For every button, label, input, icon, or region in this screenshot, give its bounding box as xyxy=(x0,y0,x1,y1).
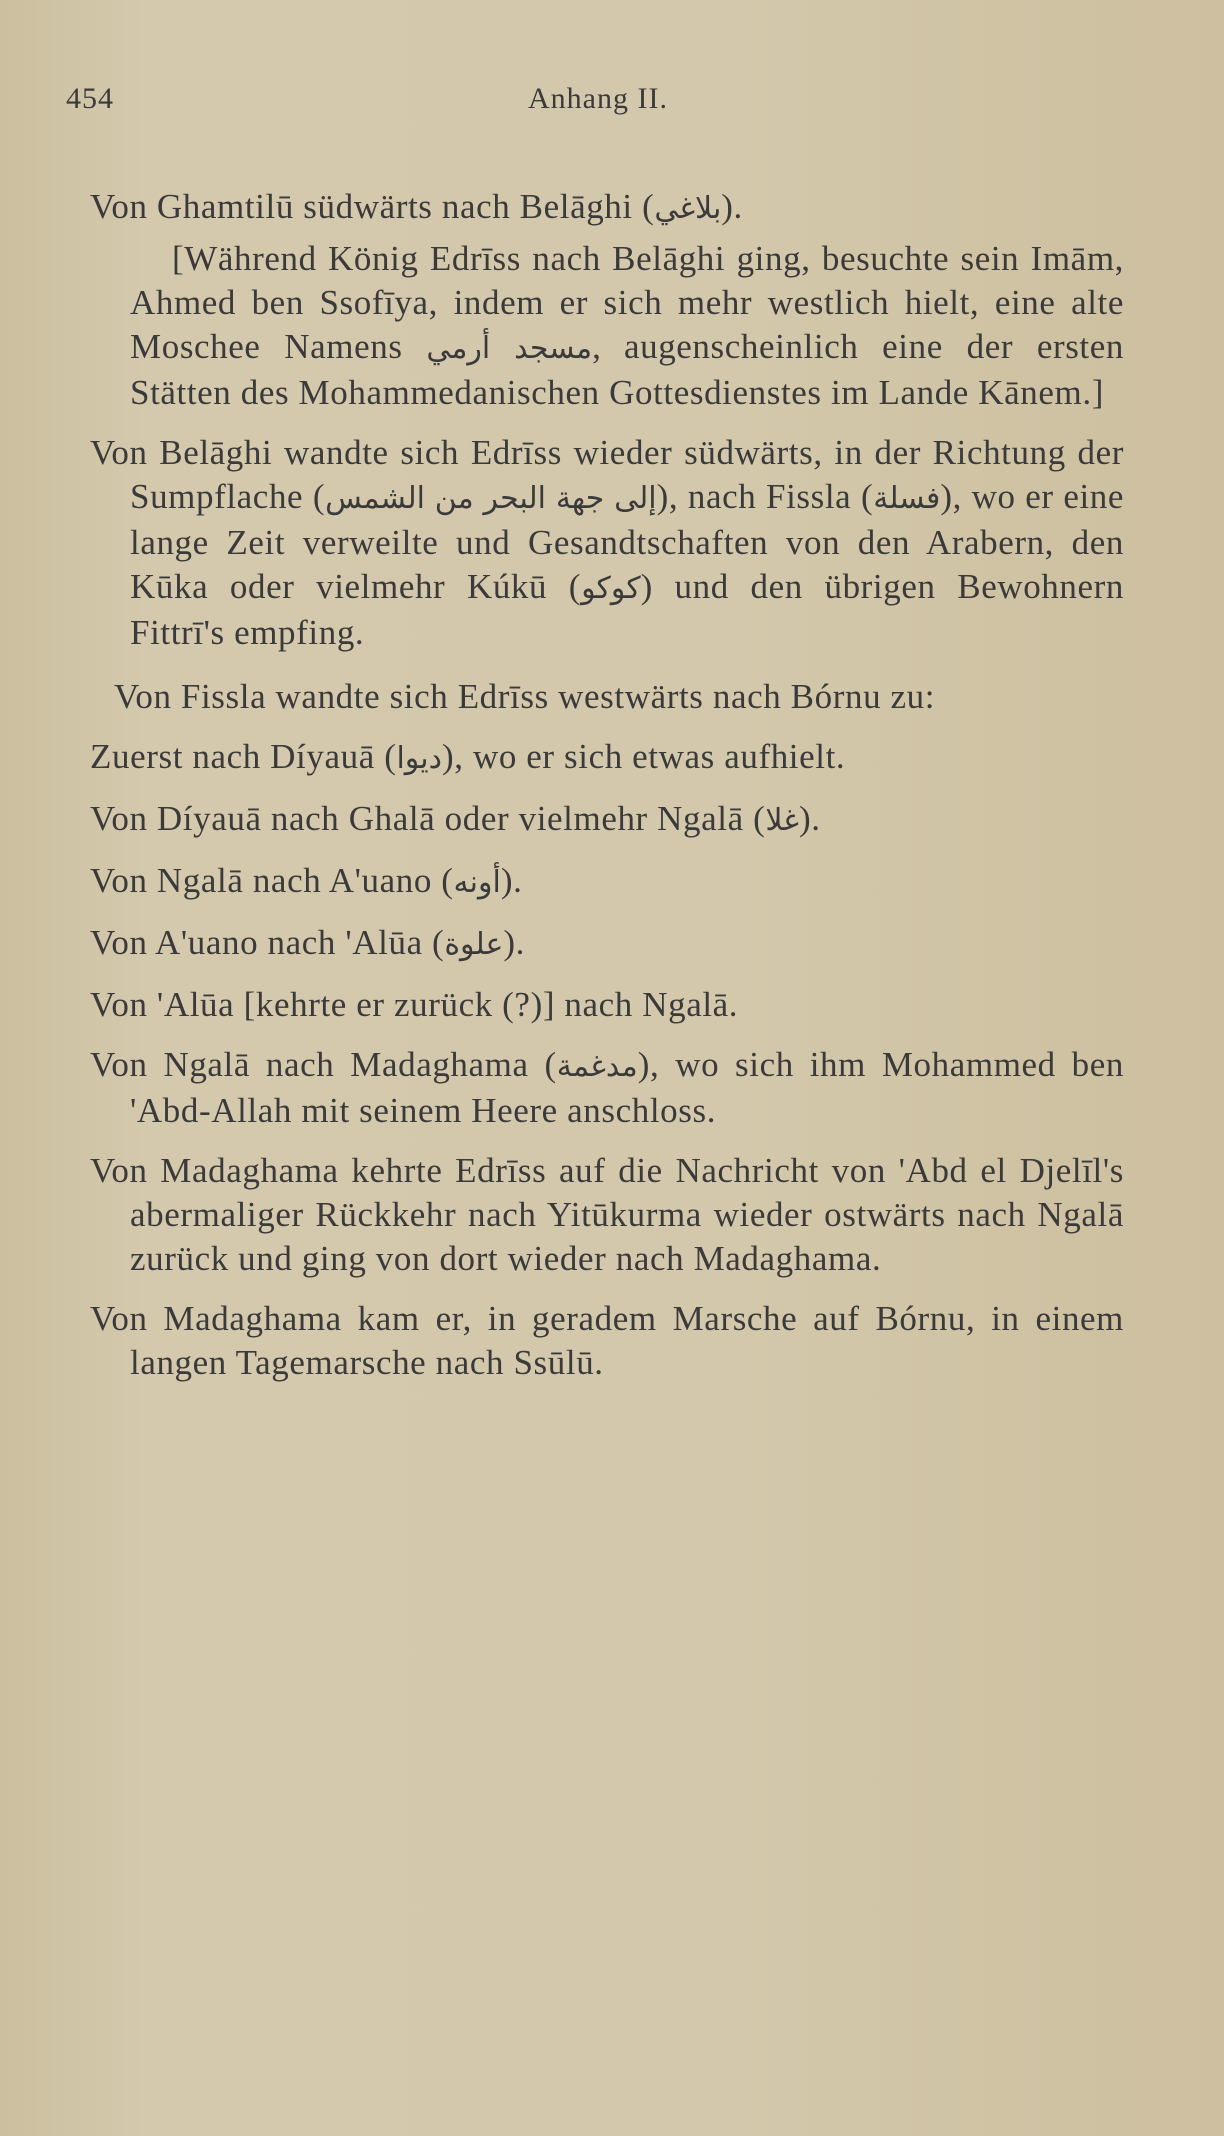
itinerary-entry: Von Ghamtilū südwärts nach Belāghi (بلاغي). xyxy=(90,187,743,226)
arabic-name: غلا xyxy=(765,803,799,838)
arabic-name: كوكو xyxy=(581,571,641,606)
bracketed-note: [Während König Edrīss nach Belāghi ging, besuchte sein Imām, Ahmed ben Ssofīya, indem er sich mehr westlich hielt, eine alte Moschee Namens مسجد أرمي, augenscheinlich eine der ersten Stätten des Mohammedanischen Gottesdienstes im Lande Kānem.] xyxy=(130,239,1124,412)
arabic-name: أونه xyxy=(453,865,501,900)
itinerary-entry: Von Madaghama kehrte Edrīss auf die Nachricht von 'Abd el Djelīl's abermaliger Rückkehr nach Yitūkurma wieder ostwärts nach Ngalā zurück und ging von dort wieder nach Madaghama. xyxy=(90,1151,1124,1278)
itinerary-entry: Von Madaghama kam er, in geradem Marsche auf Bórnu, in einem langen Tagemarsche nach Ssūlū. xyxy=(90,1299,1124,1382)
itinerary-entry: Von Díyauā nach Ghalā oder vielmehr Ngalā (غلا). xyxy=(90,799,821,838)
arabic-name: فسلة xyxy=(873,481,941,516)
page-body xyxy=(90,185,1124,1401)
running-head: Anhang II. xyxy=(528,82,668,115)
arabic-name: مدغمة xyxy=(556,1049,638,1084)
itinerary-entry: Von 'Alūa [kehrte er zurück (?)] nach Ngalā. xyxy=(90,985,739,1024)
itinerary-entry: Von Belāghi wandte sich Edrīss wieder südwärts, in der Richtung der Sumpflache (إلى جهة البحر من الشمس), nach Fissla (فسلة), wo er eine lange Zeit verweilte und Gesandtschaften von den Arabern, den Kūka oder vielmehr Kúkū (كوكو) und den übrigen Bewohnern Fittrī's empfing. xyxy=(90,433,1125,652)
arabic-name: إلى جهة البحر من الشمس xyxy=(325,481,657,516)
page-header xyxy=(66,82,1124,122)
itinerary-entry: Von Ngalā nach Madaghama (مدغمة), wo sich ihm Mohammed ben 'Abd-Allah mit seinem Heere anschloss. xyxy=(90,1045,1124,1130)
itinerary-entry: Von A'uano nach 'Alūa (علوة). xyxy=(90,923,525,962)
section-intro: Von Fissla wandte sich Edrīss westwärts nach Bórnu zu: xyxy=(114,677,936,716)
arabic-name: ديوا xyxy=(396,741,443,776)
itinerary-entry: Zuerst nach Díyauā (ديوا), wo er sich etwas aufhielt. xyxy=(90,737,846,776)
arabic-name: مسجد أرمي xyxy=(426,331,593,366)
page-number: 454 xyxy=(66,82,114,115)
itinerary-entry: Von Ngalā nach A'uano (أونه). xyxy=(90,861,523,900)
arabic-name: علوة xyxy=(444,927,504,962)
arabic-name: بلاغي xyxy=(654,191,722,226)
